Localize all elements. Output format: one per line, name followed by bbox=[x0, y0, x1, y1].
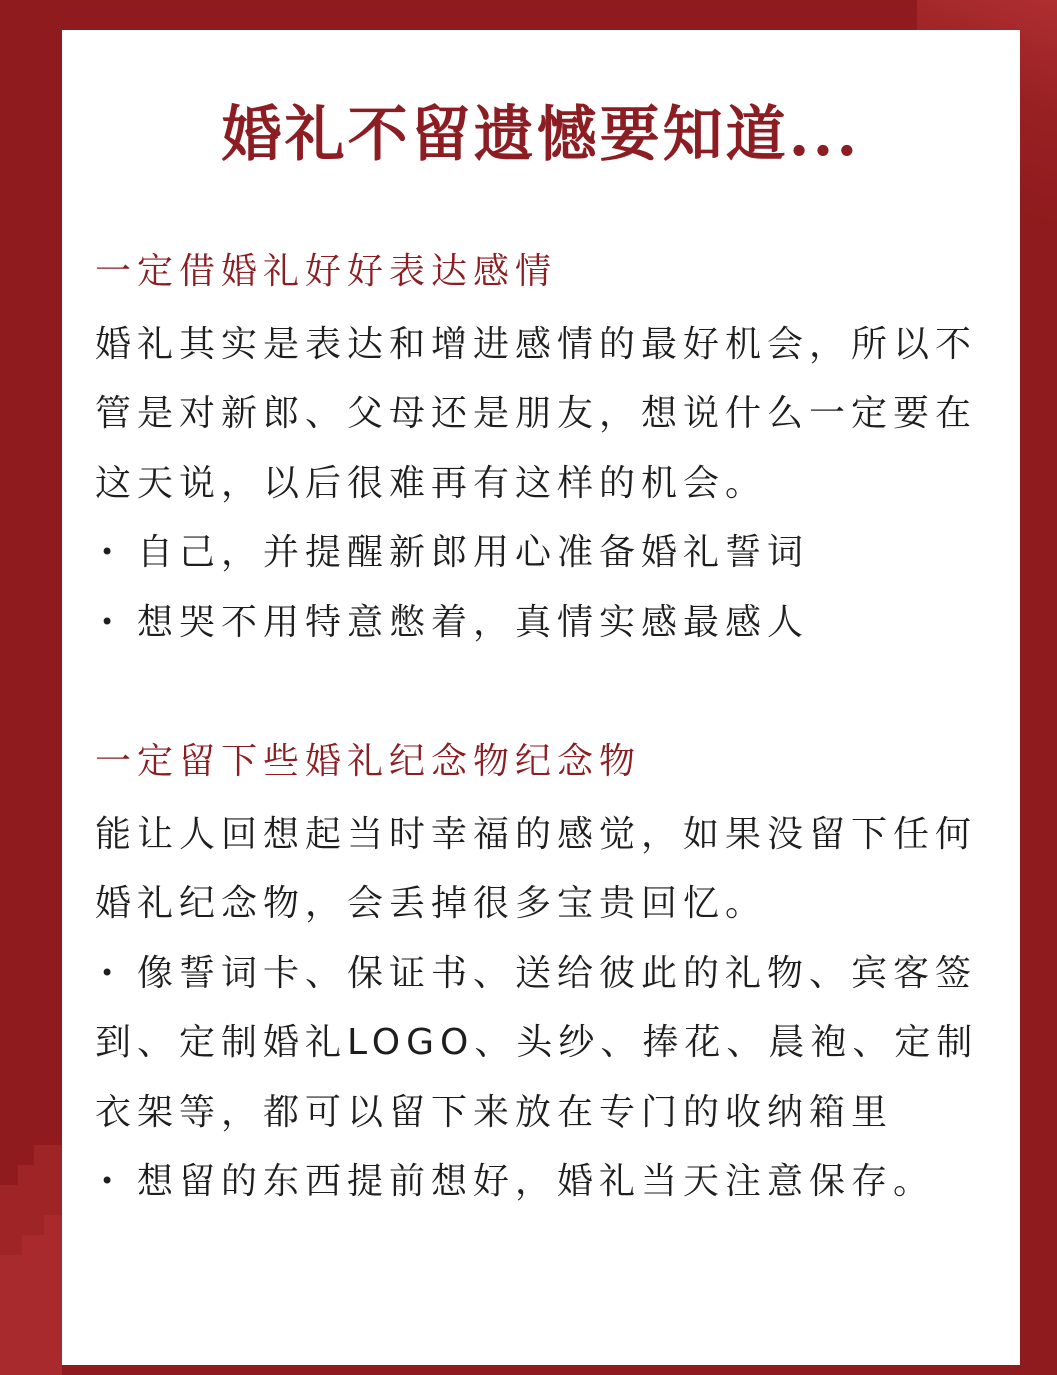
body-line: 这天说，以后很难再有这样的机会。 bbox=[95, 462, 768, 504]
section-heading: 一定留下些婚礼纪念物纪念物 bbox=[95, 741, 642, 782]
page-title: 婚礼不留遗憾要知道... bbox=[221, 100, 861, 170]
body-line: 能让人回想起当时幸福的感觉，如果没留下任何 bbox=[95, 813, 978, 855]
bullet-item bbox=[95, 518, 995, 588]
background-texture-bottom-left bbox=[0, 1145, 62, 1375]
bullet-item bbox=[95, 939, 995, 1009]
bullet-continuation: 到、定制婚礼LOGO、头纱、捧花、晨袍、定制 bbox=[95, 1022, 979, 1063]
body-line: 婚礼其实是表达和增进感情的最好机会，所以不 bbox=[95, 323, 978, 365]
section-express-feelings bbox=[95, 237, 995, 657]
content-card bbox=[62, 30, 1020, 1365]
body-line: 管是对新郎、父母还是朋友，想说什么一定要在 bbox=[95, 393, 978, 434]
section-keepsakes bbox=[95, 727, 995, 1217]
section-heading: 一定借婚礼好好表达感情 bbox=[95, 251, 558, 292]
bullet-marker: • bbox=[100, 1167, 115, 1195]
bullet-marker: • bbox=[100, 958, 115, 987]
bullet-text: 自己，并提醒新郎用心准备婚礼誓词 bbox=[137, 532, 810, 573]
bullet-item bbox=[95, 1147, 995, 1217]
bullet-marker: • bbox=[100, 538, 115, 566]
bullet-item bbox=[95, 588, 995, 658]
bullet-text: 像誓词卡、保证书、送给彼此的礼物、宾客签 bbox=[137, 952, 978, 994]
bullet-text: 想哭不用特意憋着，真情实感最感人 bbox=[137, 601, 810, 643]
bullet-text: 想留的东西提前想好，婚礼当天注意保存。 bbox=[137, 1161, 936, 1202]
bullet-marker: • bbox=[100, 607, 115, 636]
bullet-continuation: 衣架等，都可以留下来放在专门的收纳箱里 bbox=[95, 1091, 894, 1133]
body-line: 婚礼纪念物，会丢掉很多宝贵回忆。 bbox=[95, 883, 768, 924]
